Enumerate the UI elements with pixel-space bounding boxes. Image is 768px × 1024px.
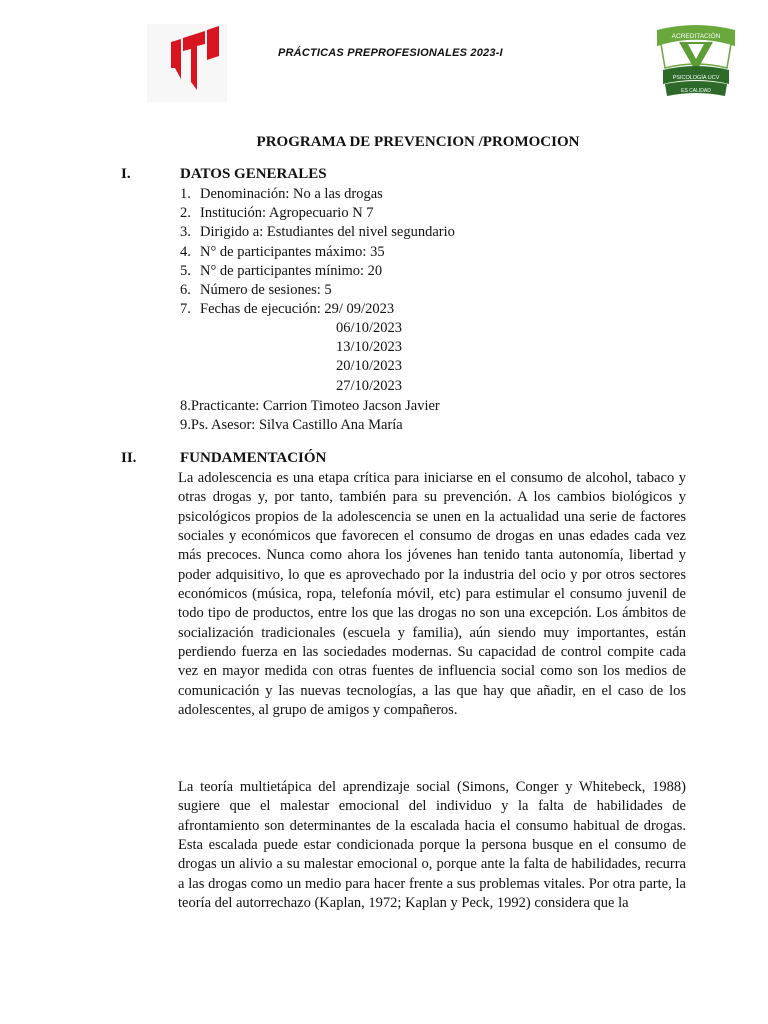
date-line: 27/10/2023 (336, 377, 403, 394)
item-number: 9. (180, 417, 191, 434)
item-text: Denominación: No a las drogas (200, 186, 383, 202)
item-number: 2. (180, 205, 191, 222)
paragraph: La adolescencia es una etapa crítica para iniciarse en el consumo de alcohol, tabaco y otras drogas y, por tanto, también para su prevención. A los cambios biológicos y psicológicos propios de la adolescencia se unen en la actualidad una serie de factores sociales y económicos que favorecen el consumo de drogas en unas edades cada vez más precoces. Nunca como ahora los jóvenes han tenido tanta autonomía, libertad y poder adquisitivo, lo que es aprovechado por la industria del ocio y por otros sectores económicos (música, ropa, telefonía móvil, etc) para estimular el consumo juvenil de todo tipo de productos, entre los que las drogas no son una excepción. Los ámbitos de socialización tradicionales (escuela y familia), aún siendo muy importantes, están perdiendo fuerza en las sociedades modernas. Su capacidad de control compite cada vez en mayor medida con otras fuentes de influencia social como son los medios de comunicación y las nuevas tecnologías, a las que hay que añadir, en el caso de los adolescentes, al grupo de amigos y compañeros. (178, 470, 686, 719)
list-item (180, 243, 455, 262)
item-text: Dirigido a: Estudiantes del nivel segundario (200, 224, 455, 241)
item-text: Practicante: Carrion Timoteo Jacson Javier (190, 398, 440, 414)
list-item (180, 416, 440, 435)
accreditation-seal (653, 22, 739, 102)
item-number: 4. (180, 243, 191, 260)
date-line: 13/10/2023 (336, 339, 403, 356)
item-text: Número de sesiones: 5 (200, 282, 332, 299)
list-item (180, 397, 440, 416)
extra-dates (336, 319, 402, 396)
list-item (180, 300, 455, 319)
section-2-title: FUNDAMENTACIÓN (180, 450, 327, 466)
list-item (180, 204, 455, 223)
list-item (180, 185, 455, 204)
section-1-title: DATOS GENERALES (180, 166, 327, 182)
section-2-number: II. (121, 450, 137, 466)
section-1-number: I. (121, 166, 131, 182)
item-text: Fechas de ejecución: 29/ 09/2023 (200, 301, 395, 318)
item-number: 7. (180, 301, 191, 318)
general-data-list (180, 185, 455, 319)
item-text: N° de participantes mínimo: 20 (200, 262, 383, 279)
item-number: 6. (180, 282, 191, 299)
document-title: PROGRAMA DE PREVENCION /PROMOCION (256, 134, 580, 150)
item-text: N° de participantes máximo: 35 (200, 243, 385, 260)
item-number: 1. (180, 186, 191, 202)
list-item (180, 223, 455, 242)
ucv-logo (147, 24, 227, 102)
item-number: 8. (180, 398, 191, 414)
seal-line2: ES CALIDAD (681, 88, 711, 94)
date-line: 06/10/2023 (336, 320, 403, 336)
general-data-list-continued (180, 397, 440, 435)
seal-line1: PSICOLOGÍA UCV (672, 75, 720, 81)
seal-top-text: ACREDITACIÓN (671, 33, 721, 40)
item-text: Institución: Agropecuario N 7 (200, 205, 374, 222)
item-number: 5. (180, 262, 191, 279)
paragraph: La teoría multietápica del aprendizaje social (Simons, Conger y Whitebeck, 1988) sugiere que el malestar emocional del individuo y la falta de habilidades de afrontamiento son determinantes de la escalada hacia el consumo habitual de drogas. Esta escalada puede estar condicionada porque la persona busque en el consumo de drogas un alivio a su malestar emocional o, porque ante la falta de habilidades, recurra a las drogas como un medio para hacer frente a sus problemas vitales. Por otra parte, la teoría del autorrechazo (Kaplan, 1972; Kaplan y Peck, 1992) considera que la (178, 779, 686, 912)
item-number: 3. (180, 224, 191, 241)
date-line: 20/10/2023 (336, 358, 403, 375)
item-text: Ps. Asesor: Silva Castillo Ana María (190, 417, 403, 434)
list-item (180, 262, 455, 281)
list-item (180, 281, 455, 300)
header-title: PRÁCTICAS PREPROFESIONALES 2023-I (278, 47, 503, 59)
